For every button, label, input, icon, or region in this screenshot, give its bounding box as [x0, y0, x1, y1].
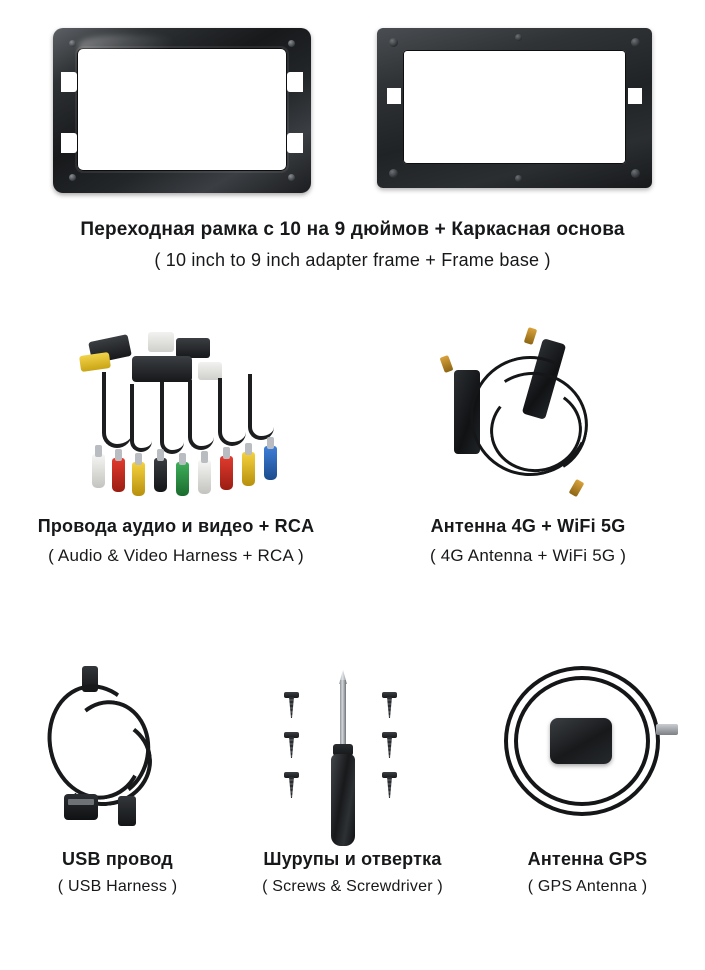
antenna-caption-en: ( 4G Antenna + WiFi 5G ): [429, 545, 627, 565]
harness-caption-en: ( Audio & Video Harness + RCA ): [48, 545, 304, 565]
antenna-illustration: [444, 328, 644, 513]
screw: [287, 692, 296, 718]
main-connector: [132, 356, 192, 382]
screw: [385, 732, 394, 758]
frames-caption-ru: Переходная рамка с 10 на 9 дюймов + Каркасная основа: [80, 219, 625, 240]
antenna-connector: [440, 355, 454, 373]
tools-caption-en: ( Screws & Screwdriver ): [262, 877, 443, 895]
screw-hole: [69, 174, 76, 181]
rca-plug-green: [176, 462, 189, 496]
tools-caption: [235, 848, 470, 897]
antenna-connector-3: [569, 479, 585, 497]
column-audio-video-harness: [0, 320, 352, 567]
rca-plug-yellow-2: [242, 452, 255, 486]
gps-caption-ru: Антенна GPS: [527, 849, 648, 869]
screw-hole: [288, 40, 295, 47]
column-gps-antenna: [470, 648, 705, 897]
gps-receiver-body: [550, 718, 612, 764]
harness-caption: [0, 515, 352, 567]
screw: [287, 732, 296, 758]
column-4g-wifi-antenna: [352, 320, 704, 567]
screw: [287, 772, 296, 798]
rca-plug-red: [112, 458, 125, 492]
column-screws-screwdriver: [235, 648, 470, 897]
usb-caption: [0, 848, 235, 897]
screw-hole: [69, 40, 76, 47]
tools-illustration: [257, 658, 452, 843]
mount-hole: [631, 38, 640, 47]
adapter-frame-notch: [287, 133, 303, 153]
rca-plug-white-2: [198, 460, 211, 494]
gps-caption: [470, 848, 705, 897]
gps-caption-en: ( GPS Antenna ): [527, 877, 648, 895]
rca-plug-blue: [264, 446, 277, 480]
mount-hole: [389, 169, 398, 178]
mount-hole: [515, 34, 522, 41]
tools-image: [235, 648, 470, 848]
mount-hole: [389, 38, 398, 47]
usb-caption-ru: USB провод: [62, 849, 173, 869]
section-frames: [0, 0, 705, 300]
rca-plug-white: [92, 454, 105, 488]
screw: [385, 772, 394, 798]
harness-illustration: [72, 332, 312, 512]
two-column-row: [0, 320, 705, 567]
mount-hole: [631, 169, 640, 178]
frame-base-opening: [403, 50, 626, 164]
screw-hole: [288, 174, 295, 181]
usb-female-port: [64, 794, 98, 820]
harness-image: [0, 320, 352, 515]
column-usb-harness: [0, 648, 235, 897]
usb-caption-en: ( USB Harness ): [57, 877, 178, 895]
usb-illustration: [40, 666, 200, 841]
white-connector: [148, 332, 174, 352]
adapter-frame-image: [53, 28, 311, 193]
adapter-frame-notch: [287, 72, 303, 92]
gps-connector: [656, 724, 678, 735]
antenna-caption: [352, 515, 704, 567]
adapter-frame-notch: [61, 72, 77, 92]
frame-base-image: [377, 28, 652, 188]
screwdriver-shaft: [340, 680, 346, 746]
section-accessories: [0, 648, 705, 970]
rca-plug-red-2: [220, 456, 233, 490]
antenna-connector-2: [524, 327, 538, 345]
black-connector: [176, 338, 210, 358]
usb-male-plug: [118, 796, 136, 826]
frames-caption: [0, 218, 705, 272]
gps-image: [470, 648, 705, 848]
gps-illustration: [498, 662, 680, 842]
three-column-row: [0, 648, 705, 897]
frames-caption-en: ( 10 inch to 9 inch adapter frame + Frame base ): [154, 249, 551, 270]
frame-base-tab: [387, 88, 401, 104]
screwdriver-handle: [331, 754, 355, 846]
antenna-image: [352, 320, 704, 515]
mount-hole: [515, 175, 522, 182]
adapter-frame-opening: [77, 48, 287, 171]
frame-base-tab: [628, 88, 642, 104]
harness-caption-ru: Провода аудио и видео + RCA: [37, 516, 315, 536]
adapter-frame-notch: [61, 133, 77, 153]
screw: [385, 692, 394, 718]
rca-plug-yellow: [132, 462, 145, 496]
tools-caption-ru: Шурупы и отвертка: [263, 849, 442, 869]
antenna-caption-ru: Антенна 4G + WiFi 5G: [430, 516, 626, 536]
yellow-connector: [79, 352, 111, 372]
section-harness-antenna: [0, 320, 705, 610]
frames-images: [0, 0, 705, 193]
usb-image: [0, 648, 235, 848]
rca-plug-black: [154, 458, 167, 492]
